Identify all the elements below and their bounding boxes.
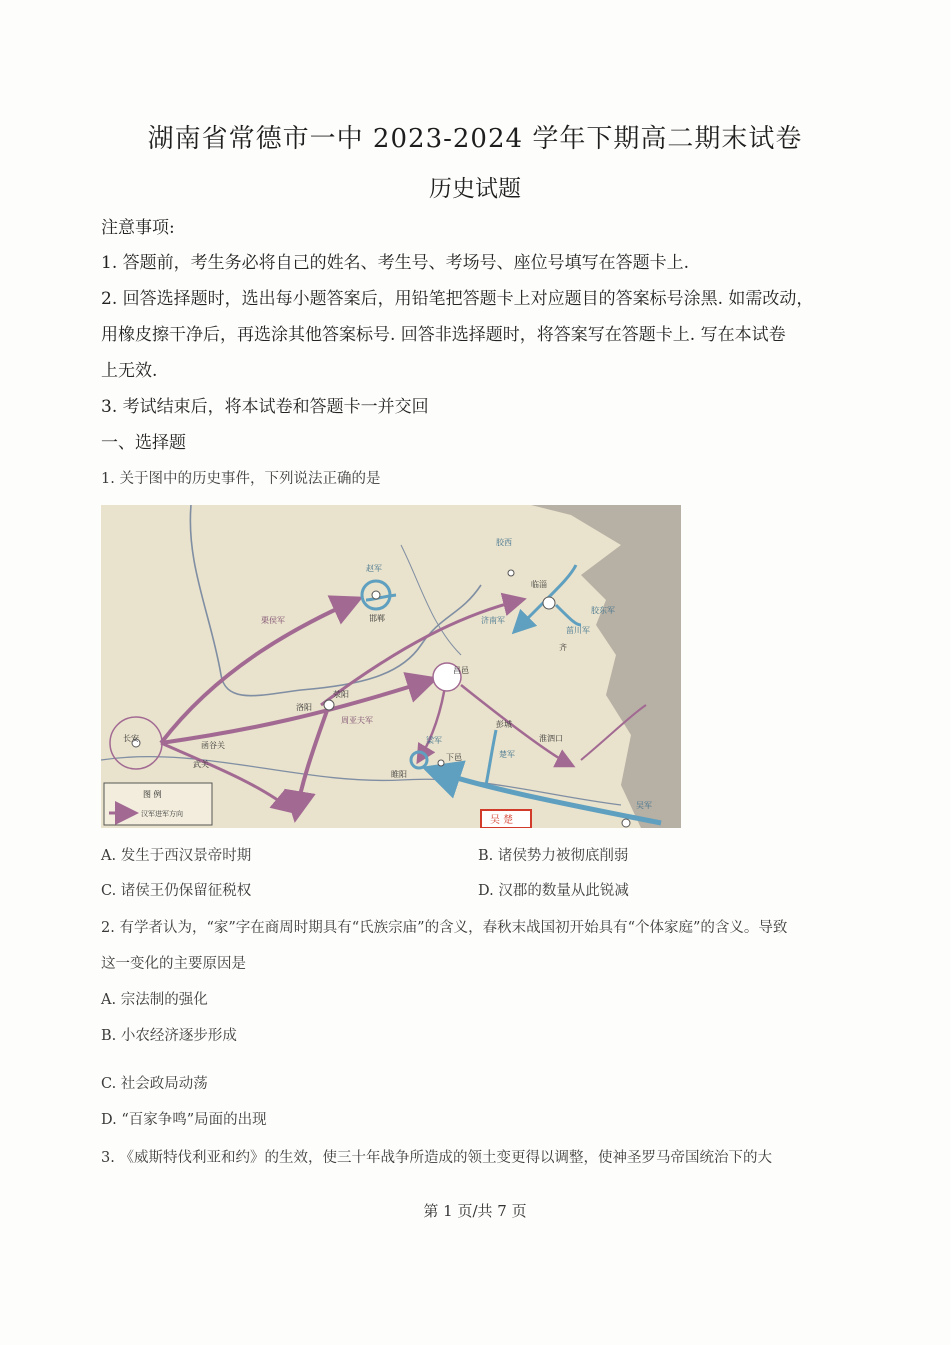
label-wujun: 吴军 — [636, 801, 652, 810]
label-zichuan: 菑川军 — [566, 626, 590, 635]
exam-title: 湖南省常德市一中 2023-2024 学年下期高二期末试卷 — [147, 124, 803, 154]
label-wuguan: 武关 — [193, 760, 209, 769]
label-xingyang: 荥阳 — [333, 690, 349, 699]
label-luoyang: 洛阳 — [296, 703, 312, 712]
handan-dot — [372, 591, 380, 599]
label-linzi: 临淄 — [531, 580, 547, 589]
map-seal — [481, 810, 531, 828]
label-jiaodong: 胶东军 — [591, 606, 615, 615]
question-1-option-c: C. 诸侯王仍保留征税权 — [101, 883, 252, 899]
question-2-option-a: A. 宗法制的强化 — [101, 992, 208, 1008]
wu-dot — [622, 819, 630, 827]
legend-item: 汉军进军方向 — [141, 810, 183, 818]
question-2-stem-line-1: 2. 有学者认为，“家”字在商周时期具有“氏族宗庙”的含义，春秋末战国初开始具有“个体家庭”的含义。导致 — [101, 920, 788, 936]
notes-item-2-line-1: 2. 回答选择题时，选出每小题答案后，用铅笔把答题卡上对应题目的答案标号涂黑. 如需改动， — [101, 289, 814, 309]
linzi-dot — [543, 597, 555, 609]
label-jiaoxi: 胶西 — [496, 538, 512, 547]
question-2-option-b: B. 小农经济逐步形成 — [101, 1028, 237, 1044]
label-xiayi: 下邑 — [446, 753, 462, 762]
label-handan: 邯郸 — [369, 614, 385, 623]
question-1-option-b: B. 诸侯势力被彻底削弱 — [478, 848, 629, 864]
label-changan: 长安 — [123, 734, 139, 743]
xiayi-dot — [438, 760, 444, 766]
question-2-stem-line-2: 这一变化的主要原因是 — [101, 956, 246, 972]
label-liangjun: 梁军 — [426, 736, 442, 745]
historical-map — [101, 505, 681, 828]
notes-item-2-line-3: 上无效. — [101, 361, 158, 381]
label-changyi: 昌邑 — [453, 666, 469, 675]
question-1-option-d: D. 汉郡的数量从此锐减 — [478, 883, 629, 899]
map-land — [101, 505, 681, 828]
question-3-stem-line-1: 3. 《威斯特伐利亚和约》的生效，使三十年战争所造成的领土变更得以调整，使神圣罗马帝国统治下的大 — [101, 1150, 772, 1166]
notes-item-2-line-2: 用橡皮擦干净后，再选涂其他答案标号. 回答非选择题时，将答案写在答题卡上. 写在本试卷 — [101, 325, 786, 345]
jiaoxi-dot — [508, 570, 514, 576]
notes-heading: 注意事项: — [101, 218, 175, 238]
label-chujun: 楚军 — [499, 750, 515, 759]
label-lixiajun: 栗侯军 — [261, 616, 285, 625]
section-heading: 一、选择题 — [101, 433, 186, 453]
label-suiyang: 睢阳 — [391, 770, 407, 779]
label-qi: 齐 — [559, 643, 567, 652]
label-huaiyinkou: 淮泗口 — [539, 734, 563, 743]
xingyang-dot — [324, 700, 334, 710]
notes-item-3: 3. 考试结束后，将本试卷和答题卡一并交回 — [101, 397, 429, 417]
label-jinan: 济南军 — [481, 616, 505, 625]
legend-title: 图 例 — [143, 790, 162, 799]
question-2-option-d: D. “百家争鸣”局面的出现 — [101, 1112, 267, 1128]
notes-item-1: 1. 答题前，考生务必将自己的姓名、考生号、考场号、座位号填写在答题卡上. — [101, 253, 690, 273]
exam-subtitle: 历史试题 — [429, 176, 521, 202]
question-1-option-a: A. 发生于西汉景帝时期 — [101, 848, 252, 864]
label-zhaojun: 赵军 — [366, 564, 382, 573]
label-hangu: 函谷关 — [201, 741, 225, 750]
question-1-stem: 1. 关于图中的历史事件，下列说法正确的是 — [101, 471, 381, 487]
label-zhouyafu: 周亚夫军 — [341, 716, 373, 725]
label-pengcheng: 彭城 — [496, 720, 512, 729]
seal-text: 吴 楚 — [490, 815, 514, 826]
page-number: 第 1 页/共 7 页 — [423, 1202, 527, 1220]
question-2-option-c: C. 社会政局动荡 — [101, 1076, 208, 1092]
map-legend — [104, 783, 212, 825]
